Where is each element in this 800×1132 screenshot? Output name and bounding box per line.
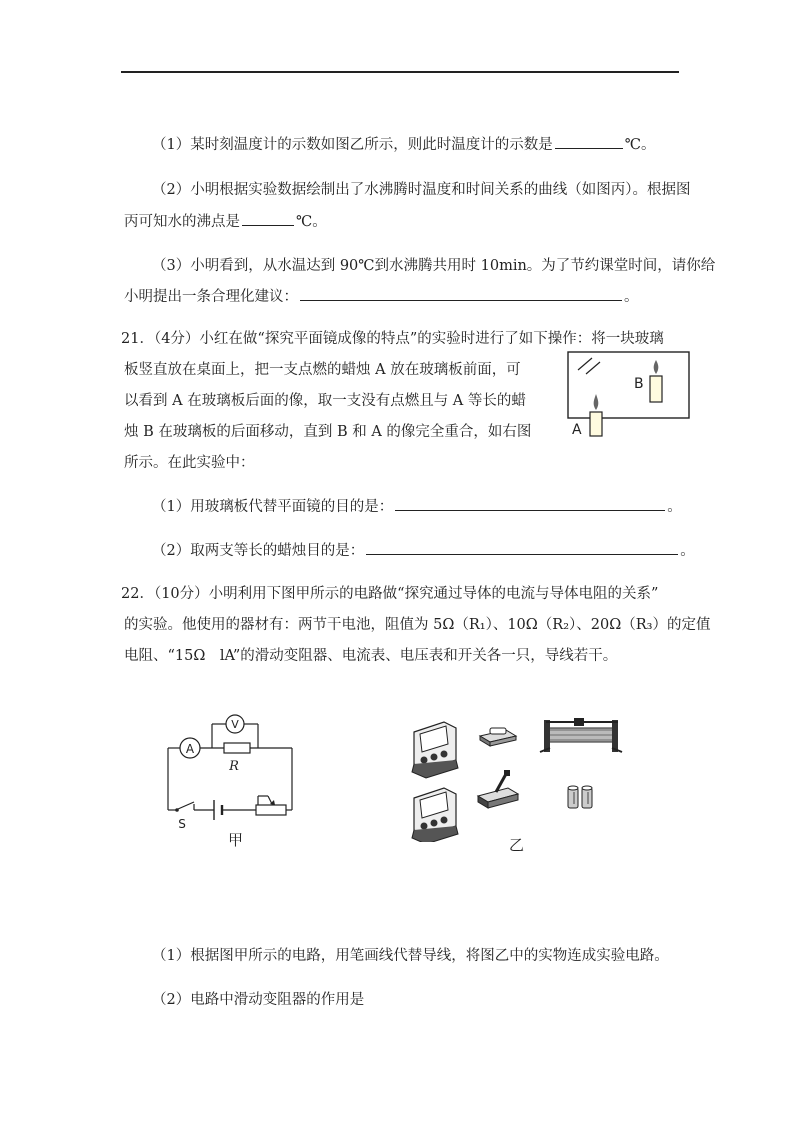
header-rule: [121, 71, 679, 73]
q21-line1: 21．（4分）小红在做“探究平面镜成像的特点”的实验时进行了如下操作：将一块玻璃: [121, 331, 664, 347]
mirror-experiment-figure: [566, 348, 692, 440]
q20-part2-line1: （2）小明根据实验数据绘制出了水沸腾时温度和时间关系的曲线（如图丙）。根据图: [152, 182, 691, 198]
q22-line2: 的实验。他使用的器材有：两节干电池，阻值为 5Ω（R₁）、10Ω（R₂）、20Ω（R₃）的定值: [124, 617, 711, 633]
q21-line4: 烛 B 在玻璃板的后面移动，直到 B 和 A 的像完全重合，如右图: [124, 424, 532, 440]
battery-device: [568, 786, 592, 808]
svg-text:S: S: [178, 817, 186, 831]
q22-sub2: （2）电路中滑动变阻器的作用是: [152, 992, 365, 1008]
rheostat-device: [540, 718, 622, 752]
q20-part3-line2: 小明提出一条合理化建议： 。: [124, 286, 639, 307]
candle-a-flame: [594, 394, 599, 410]
glass-mark: [578, 358, 592, 370]
q20-part1: （1）某时刻温度计的示数如图乙所示，则此时温度计的示数是 ℃。: [152, 134, 655, 155]
candle-a: [590, 412, 602, 436]
q22-line1: 22．（10分）小明利用下图甲所示的电路做“探究通过导体的电流与导体电阻的关系”: [121, 586, 659, 602]
switch-symbol: [178, 802, 194, 809]
q20-part3-line1: （3）小明看到，从水温达到 90℃到水沸腾共用时 10min。为了节约课堂时间，请你给: [152, 258, 716, 274]
q21-line5: 所示。在此实验中：: [124, 455, 255, 471]
switch-device: [478, 770, 518, 808]
answer-blank[interactable]: [366, 540, 678, 555]
q22-line3: 电阻、“15Ω lA”的滑动变阻器、电流表、电压表和开关各一只，导线若干。: [124, 648, 618, 664]
svg-text:A: A: [185, 742, 195, 756]
q21-line2: 板竖直放在桌面上，把一支点燃的蜡烛 A 放在玻璃板前面，可: [124, 362, 521, 378]
rheostat-symbol: [256, 805, 286, 815]
table-outline: [568, 352, 689, 418]
answer-blank[interactable]: [555, 134, 623, 149]
label-a: A: [572, 422, 582, 438]
answer-blank[interactable]: [242, 211, 294, 226]
caption-jia: 甲: [228, 831, 244, 849]
label-b: B: [634, 376, 644, 392]
q22-sub1: （1）根据图甲所示的电路，用笔画线代替导线，将图乙中的实物连成实验电路。: [152, 948, 669, 964]
q21-sub2: （2）取两支等长的蜡烛目的是： 。: [152, 540, 695, 561]
answer-blank[interactable]: [300, 286, 622, 301]
q21-sub1: （1）用玻璃板代替平面镜的目的是： 。: [152, 496, 682, 517]
resistor-device: [480, 728, 516, 746]
equipment-figure-yi: [408, 712, 628, 842]
resistor-symbol: [224, 743, 250, 753]
candle-b-flame: [654, 360, 659, 374]
svg-text:R: R: [229, 759, 239, 774]
caption-yi: 乙: [509, 836, 525, 854]
answer-blank[interactable]: [395, 496, 665, 511]
glass-mark: [586, 362, 600, 374]
ammeter-device: [412, 788, 458, 842]
candle-b: [650, 376, 662, 402]
svg-text:V: V: [231, 718, 239, 731]
voltmeter-device: [412, 722, 458, 778]
q21-line3: 以看到 A 在玻璃板后面的像，取一支没有点燃且与 A 等长的蜡: [124, 393, 526, 409]
q20-part2-line2: 丙可知水的沸点是 ℃。: [124, 211, 327, 232]
